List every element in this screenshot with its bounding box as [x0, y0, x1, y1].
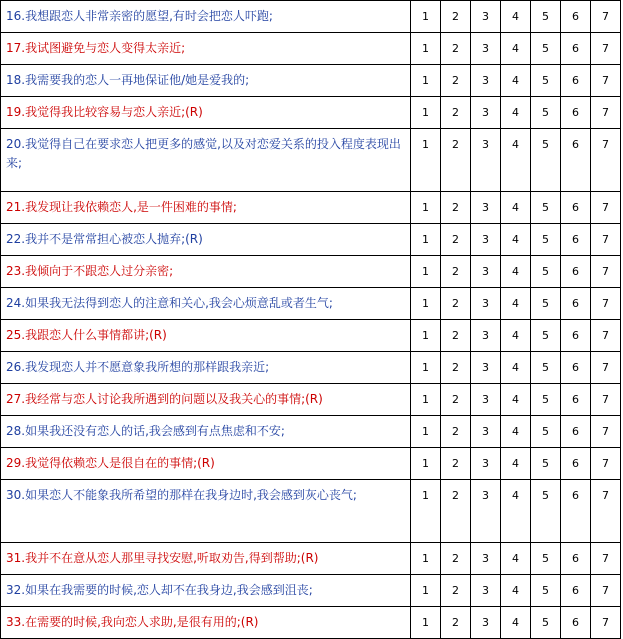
scale-option[interactable]: 1 [411, 97, 441, 129]
scale-option[interactable]: 4 [501, 192, 531, 224]
scale-option[interactable]: 4 [501, 480, 531, 543]
scale-option[interactable]: 5 [531, 607, 561, 639]
table-row [1, 192, 621, 224]
scale-option[interactable]: 2 [441, 256, 471, 288]
scale-option[interactable]: 2 [441, 607, 471, 639]
scale-option[interactable]: 1 [411, 416, 441, 448]
item-text: 21.我发现让我依赖恋人,是一件困难的事情; [1, 192, 411, 224]
item-text: 33.在需要的时候,我向恋人求助,是很有用的;(R) [1, 607, 411, 639]
scale-option[interactable]: 4 [501, 33, 531, 65]
scale-option[interactable]: 2 [441, 384, 471, 416]
scale-option[interactable]: 7 [591, 448, 621, 480]
scale-option[interactable]: 5 [531, 543, 561, 575]
scale-option[interactable]: 2 [441, 1, 471, 33]
scale-option[interactable]: 2 [441, 480, 471, 543]
scale-option[interactable]: 7 [591, 1, 621, 33]
scale-option[interactable]: 1 [411, 448, 441, 480]
item-text: 26.我发现恋人并不愿意象我所想的那样跟我亲近; [1, 352, 411, 384]
scale-option[interactable]: 5 [531, 65, 561, 97]
table-row [1, 65, 621, 97]
item-text: 16.我想跟恋人非常亲密的愿望,有时会把恋人吓跑; [1, 1, 411, 33]
scale-option[interactable]: 4 [501, 224, 531, 256]
scale-option[interactable]: 2 [441, 416, 471, 448]
item-text: 24.如果我无法得到恋人的注意和关心,我会心烦意乱或者生气; [1, 288, 411, 320]
scale-option[interactable]: 5 [531, 575, 561, 607]
scale-option[interactable]: 2 [441, 97, 471, 129]
table-row [1, 256, 621, 288]
scale-option[interactable]: 5 [531, 480, 561, 543]
scale-option[interactable]: 1 [411, 384, 441, 416]
scale-option[interactable]: 7 [591, 384, 621, 416]
scale-option[interactable]: 4 [501, 256, 531, 288]
scale-option[interactable]: 5 [531, 448, 561, 480]
item-text: 17.我试图避免与恋人变得太亲近; [1, 33, 411, 65]
scale-option[interactable]: 4 [501, 1, 531, 33]
scale-option[interactable]: 3 [471, 129, 501, 192]
scale-option[interactable]: 3 [471, 33, 501, 65]
scale-option[interactable]: 4 [501, 384, 531, 416]
scale-option[interactable]: 3 [471, 543, 501, 575]
scale-option[interactable]: 3 [471, 480, 501, 543]
scale-option[interactable]: 2 [441, 65, 471, 97]
scale-option[interactable]: 2 [441, 575, 471, 607]
table-row [1, 575, 621, 607]
scale-option[interactable]: 3 [471, 448, 501, 480]
scale-option[interactable]: 3 [471, 224, 501, 256]
scale-option[interactable]: 7 [591, 352, 621, 384]
scale-option[interactable]: 6 [561, 352, 591, 384]
scale-option[interactable]: 1 [411, 352, 441, 384]
scale-option[interactable]: 6 [561, 224, 591, 256]
item-text: 20.我觉得自己在要求恋人把更多的感觉,以及对恋爱关系的投入程度表现出来; [1, 129, 411, 192]
table-row [1, 33, 621, 65]
scale-option[interactable]: 2 [441, 192, 471, 224]
scale-option[interactable]: 1 [411, 288, 441, 320]
scale-option[interactable]: 5 [531, 416, 561, 448]
scale-option[interactable]: 3 [471, 575, 501, 607]
scale-option[interactable]: 5 [531, 129, 561, 192]
scale-option[interactable]: 6 [561, 384, 591, 416]
scale-option[interactable]: 5 [531, 256, 561, 288]
scale-option[interactable]: 4 [501, 320, 531, 352]
item-text: 22.我并不是常常担心被恋人抛弃;(R) [1, 224, 411, 256]
scale-option[interactable]: 1 [411, 543, 441, 575]
scale-option[interactable]: 4 [501, 129, 531, 192]
scale-option[interactable]: 7 [591, 192, 621, 224]
scale-option[interactable]: 6 [561, 33, 591, 65]
scale-option[interactable]: 3 [471, 1, 501, 33]
scale-option[interactable]: 7 [591, 256, 621, 288]
scale-option[interactable]: 6 [561, 480, 591, 543]
scale-option[interactable]: 2 [441, 288, 471, 320]
scale-option[interactable]: 5 [531, 288, 561, 320]
scale-option[interactable]: 6 [561, 416, 591, 448]
scale-option[interactable]: 1 [411, 256, 441, 288]
scale-option[interactable]: 7 [591, 543, 621, 575]
table-row [1, 129, 621, 192]
item-text: 28.如果我还没有恋人的话,我会感到有点焦虑和不安; [1, 416, 411, 448]
scale-option[interactable]: 2 [441, 352, 471, 384]
scale-option[interactable]: 3 [471, 384, 501, 416]
scale-option[interactable]: 3 [471, 65, 501, 97]
scale-option[interactable]: 7 [591, 480, 621, 543]
table-row [1, 448, 621, 480]
scale-option[interactable]: 5 [531, 384, 561, 416]
scale-option[interactable]: 5 [531, 192, 561, 224]
scale-option[interactable]: 1 [411, 129, 441, 192]
scale-option[interactable]: 3 [471, 352, 501, 384]
scale-option[interactable]: 1 [411, 575, 441, 607]
scale-option[interactable]: 1 [411, 1, 441, 33]
item-text: 32.如果在我需要的时候,恋人却不在我身边,我会感到沮丧; [1, 575, 411, 607]
scale-option[interactable]: 7 [591, 416, 621, 448]
scale-option[interactable]: 6 [561, 256, 591, 288]
scale-option[interactable]: 7 [591, 129, 621, 192]
scale-option[interactable]: 6 [561, 1, 591, 33]
table-row [1, 97, 621, 129]
scale-option[interactable]: 3 [471, 288, 501, 320]
table-row [1, 352, 621, 384]
scale-option[interactable]: 4 [501, 416, 531, 448]
scale-option[interactable]: 4 [501, 288, 531, 320]
scale-option[interactable]: 6 [561, 607, 591, 639]
scale-option[interactable]: 7 [591, 288, 621, 320]
scale-option[interactable]: 7 [591, 575, 621, 607]
scale-option[interactable]: 4 [501, 448, 531, 480]
table-row [1, 416, 621, 448]
scale-option[interactable]: 7 [591, 97, 621, 129]
scale-option[interactable]: 5 [531, 224, 561, 256]
table-row [1, 288, 621, 320]
scale-option[interactable]: 1 [411, 65, 441, 97]
scale-option[interactable]: 4 [501, 65, 531, 97]
scale-option[interactable]: 1 [411, 33, 441, 65]
scale-option[interactable]: 3 [471, 256, 501, 288]
scale-option[interactable]: 7 [591, 33, 621, 65]
scale-option[interactable]: 7 [591, 224, 621, 256]
scale-option[interactable]: 2 [441, 320, 471, 352]
scale-option[interactable]: 6 [561, 97, 591, 129]
scale-option[interactable]: 4 [501, 575, 531, 607]
table-row [1, 1, 621, 33]
scale-option[interactable]: 6 [561, 288, 591, 320]
scale-option[interactable]: 4 [501, 543, 531, 575]
scale-option[interactable]: 4 [501, 352, 531, 384]
scale-option[interactable]: 6 [561, 65, 591, 97]
scale-option[interactable]: 4 [501, 607, 531, 639]
scale-option[interactable]: 5 [531, 97, 561, 129]
scale-option[interactable]: 3 [471, 192, 501, 224]
scale-option[interactable]: 5 [531, 320, 561, 352]
item-text: 29.我觉得依赖恋人是很自在的事情;(R) [1, 448, 411, 480]
scale-option[interactable]: 6 [561, 448, 591, 480]
item-text: 25.我跟恋人什么事情都讲;(R) [1, 320, 411, 352]
scale-option[interactable]: 5 [531, 352, 561, 384]
table-row [1, 543, 621, 575]
scale-option[interactable]: 7 [591, 320, 621, 352]
scale-option[interactable]: 1 [411, 224, 441, 256]
scale-option[interactable]: 5 [531, 1, 561, 33]
scale-option[interactable]: 2 [441, 224, 471, 256]
scale-option[interactable]: 6 [561, 575, 591, 607]
scale-option[interactable]: 1 [411, 192, 441, 224]
scale-option[interactable]: 1 [411, 480, 441, 543]
scale-option[interactable]: 6 [561, 192, 591, 224]
scale-option[interactable]: 7 [591, 607, 621, 639]
scale-option[interactable]: 6 [561, 129, 591, 192]
scale-option[interactable]: 2 [441, 129, 471, 192]
scale-option[interactable]: 2 [441, 33, 471, 65]
scale-option[interactable]: 2 [441, 543, 471, 575]
item-text: 23.我倾向于不跟恋人过分亲密; [1, 256, 411, 288]
table-row [1, 480, 621, 543]
scale-option[interactable]: 3 [471, 416, 501, 448]
item-text: 19.我觉得我比较容易与恋人亲近;(R) [1, 97, 411, 129]
scale-option[interactable]: 2 [441, 448, 471, 480]
table-row [1, 607, 621, 639]
scale-option[interactable]: 3 [471, 320, 501, 352]
scale-option[interactable]: 1 [411, 607, 441, 639]
scale-option[interactable]: 7 [591, 65, 621, 97]
scale-option[interactable]: 5 [531, 33, 561, 65]
scale-option[interactable]: 4 [501, 97, 531, 129]
scale-option[interactable]: 6 [561, 543, 591, 575]
table-row [1, 384, 621, 416]
scale-option[interactable]: 1 [411, 320, 441, 352]
table-row [1, 224, 621, 256]
table-row [1, 320, 621, 352]
scale-option[interactable]: 3 [471, 97, 501, 129]
scale-option[interactable]: 3 [471, 607, 501, 639]
item-text: 30.如果恋人不能象我所希望的那样在我身边时,我会感到灰心丧气; [1, 480, 411, 543]
item-text: 27.我经常与恋人讨论我所遇到的问题以及我关心的事情;(R) [1, 384, 411, 416]
scale-option[interactable]: 6 [561, 320, 591, 352]
item-text: 18.我需要我的恋人一再地保证他/她是爱我的; [1, 65, 411, 97]
item-text: 31.我并不在意从恋人那里寻找安慰,听取劝告,得到帮助;(R) [1, 543, 411, 575]
